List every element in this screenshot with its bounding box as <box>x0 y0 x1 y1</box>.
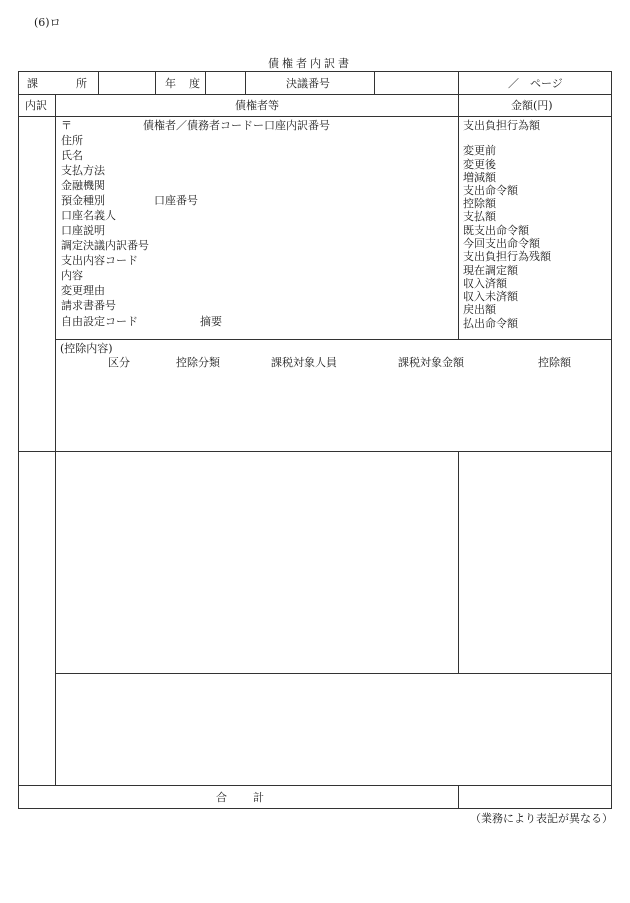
field-adjust-resolution-number: 調定決議内訳番号 <box>61 239 149 252</box>
amount-label: 既支出命令額 <box>463 224 529 237</box>
postal-mark: 〒 <box>61 119 72 132</box>
header-kessai-bango: 決議番号 <box>286 77 330 90</box>
amount-label: 支払額 <box>463 210 496 223</box>
amount-label: 払出命令額 <box>463 317 518 330</box>
creditor-code-label: 債権者／債務者コードー口座内訳番号 <box>143 119 330 132</box>
total-label-b: 計 <box>253 791 264 804</box>
document-title: 債権者内訳書 <box>268 57 352 70</box>
deduction-col-kazei-jinin: 課税対象人員 <box>271 356 337 369</box>
section-label: (6)ロ <box>34 16 61 29</box>
amount-label: 変更後 <box>463 158 496 171</box>
deduction-title: (控除内容) <box>60 342 113 355</box>
amount-label: 支出命令額 <box>463 184 518 197</box>
total-label-a: 合 <box>216 791 227 804</box>
amount-label: 支出負担行為額 <box>463 119 540 132</box>
header-page-label: ／ ページ <box>508 77 563 90</box>
field-payment-method: 支払方法 <box>61 164 105 177</box>
column-header-uchiwake: 内訳 <box>25 99 47 112</box>
header-ka: 課 <box>27 77 38 90</box>
field-address: 住所 <box>61 134 83 147</box>
field-name: 氏名 <box>61 149 83 162</box>
amount-label: 支出負担行為残額 <box>463 250 551 263</box>
amount-label: 今回支出命令額 <box>463 237 540 250</box>
field-content: 内容 <box>61 269 83 282</box>
amount-label: 収入済額 <box>463 277 507 290</box>
field-expense-content-code: 支出内容コード <box>61 254 138 267</box>
field-change-reason: 変更理由 <box>61 284 105 297</box>
amount-label: 収入未済額 <box>463 290 518 303</box>
deduction-col-kazei-kingaku: 課税対象金額 <box>398 356 464 369</box>
deduction-col-kojo-bunrui: 控除分類 <box>176 356 220 369</box>
header-sho: 所 <box>76 77 87 90</box>
field-free-setting-code: 自由設定コード <box>61 315 138 328</box>
header-nen: 年 <box>165 77 176 90</box>
field-account-number: 口座番号 <box>154 194 198 207</box>
field-account-holder: 口座名義人 <box>61 209 116 222</box>
column-header-kingaku: 金額(円) <box>511 99 553 112</box>
footnote: （業務により表記が異なる） <box>470 812 613 825</box>
amount-label: 戻出額 <box>463 303 496 316</box>
field-deposit-type: 預金種別 <box>61 194 105 207</box>
field-account-description: 口座説明 <box>61 224 105 237</box>
header-do: 度 <box>189 77 200 90</box>
deduction-col-kojogaku: 控除額 <box>538 356 571 369</box>
amount-label: 増減額 <box>463 171 496 184</box>
field-financial-institution: 金融機関 <box>61 179 105 192</box>
field-invoice-number: 請求書番号 <box>61 299 116 312</box>
amount-label: 控除額 <box>463 197 496 210</box>
amount-label: 変更前 <box>463 144 496 157</box>
column-header-saikensha: 債権者等 <box>235 99 279 112</box>
deduction-col-kubun: 区分 <box>108 356 130 369</box>
field-summary: 摘要 <box>200 315 222 328</box>
amount-label: 現在調定額 <box>463 264 518 277</box>
